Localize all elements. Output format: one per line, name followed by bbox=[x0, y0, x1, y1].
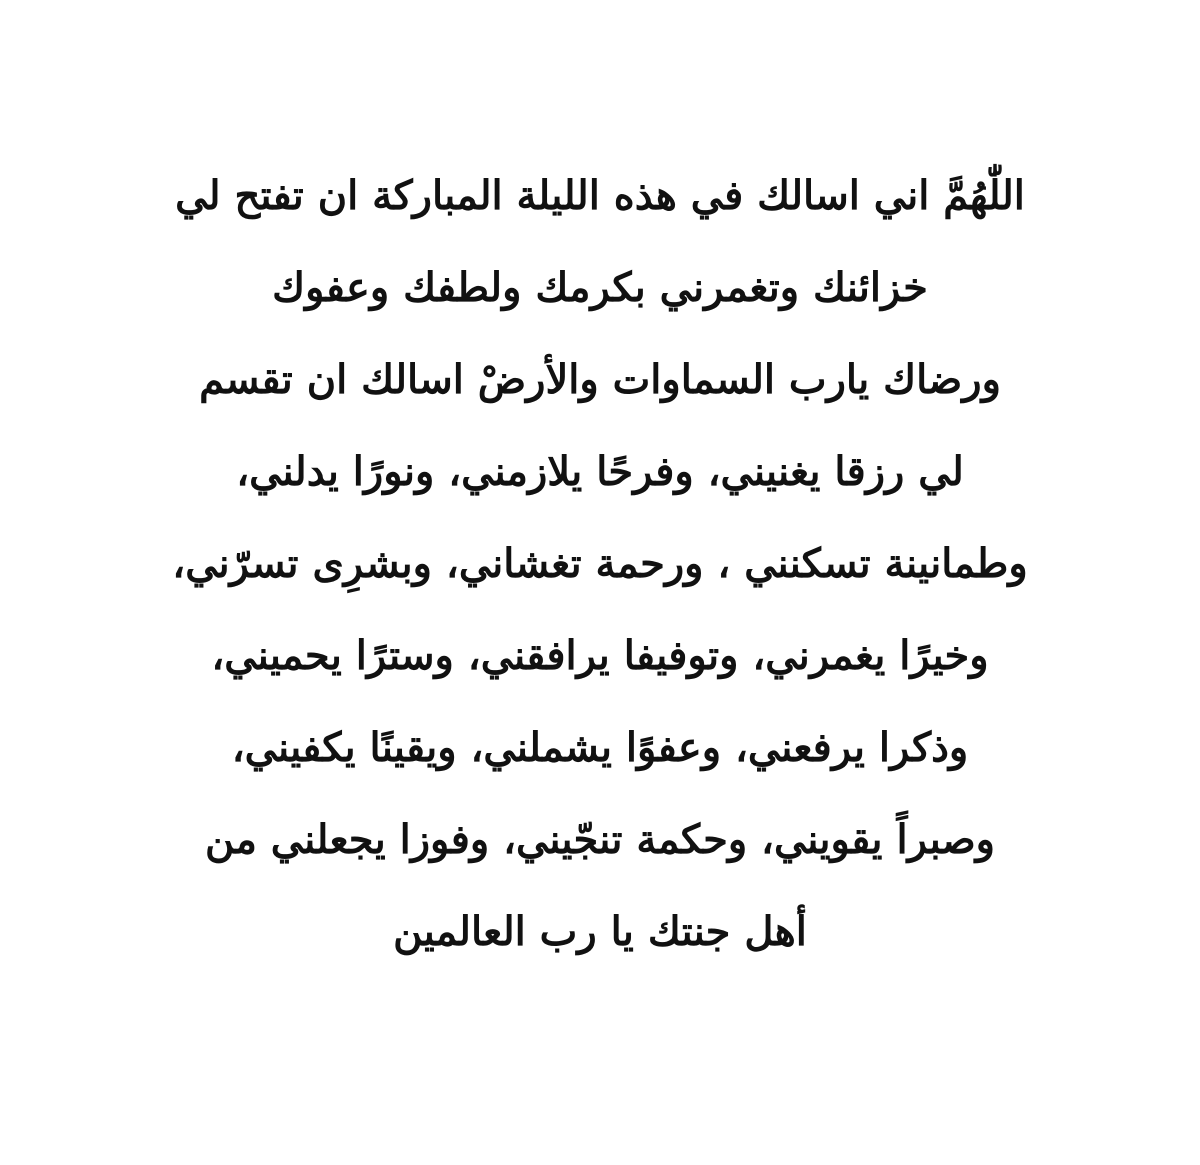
prayer-line-9: أهل جنتك يا رب العالمين bbox=[393, 908, 807, 955]
prayer-line-8: وصبراً يقويني، وحكمة تنجّيني، وفوزا يجعلني من bbox=[205, 816, 995, 863]
prayer-line-5: وطمانينة تسكنني ، ورحمة تغشاني، وبشرِى تسرّني، bbox=[172, 540, 1028, 587]
prayer-line-1: اللّٰهُمَّ اني اسالك في هذه الليلة المباركة ان تفتح لي bbox=[175, 172, 1025, 219]
prayer-line-7: وذكرا يرفعني، وعفوًا يشملني، ويقينًا يكفيني، bbox=[231, 724, 969, 771]
prayer-line-3: ورضاك يارب السماوات والأرضْ اسالك ان تقسم bbox=[199, 356, 1001, 403]
prayer-text bbox=[170, 150, 1030, 978]
prayer-line-6: وخيرًا يغمرني، وتوفيفا يرافقني، وسترًا يحميني، bbox=[211, 632, 989, 679]
prayer-line-2: خزائنك وتغمرني بكرمك ولطفك وعفوك bbox=[272, 264, 928, 311]
prayer-line-4: لي رزقا يغنيني، وفرحًا يلازمني، ونورًا يدلني، bbox=[236, 448, 964, 495]
